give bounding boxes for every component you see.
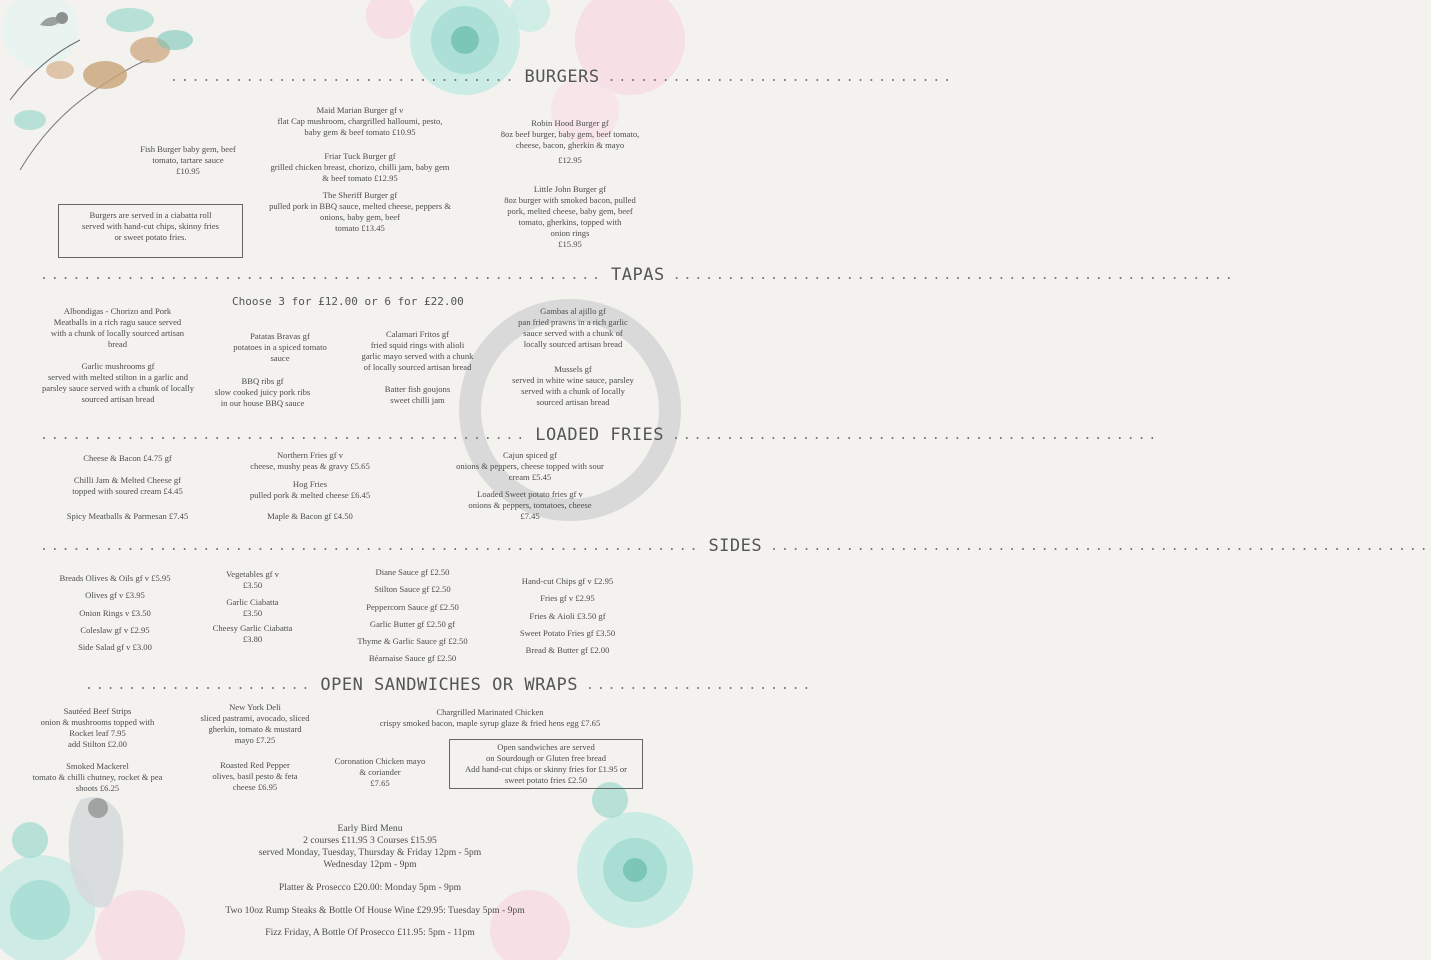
menu-item-chilli-jam: Chilli Jam & Melted Cheese gf topped with soured cream £4.45: [72, 475, 183, 496]
platter-prosecco-offer: Platter & Prosecco £20.00: Monday 5pm - 9pm: [278, 882, 462, 893]
floral-bottom-left-decoration: [0, 780, 220, 960]
section-title-open-sandwiches: ..................... OPEN SANDWICHES OR WRAPS .....................: [85, 675, 814, 695]
menu-item-cheese-bacon: Cheese & Bacon £4.75 gf: [83, 453, 172, 463]
sides-list-breads-salads: Breads Olives & Oils gf v £5.95 Olives gf v £3.95 Onion Rings v £3.50 Coleslaw gf v £2.95 Side Salad gf v £3.00: [59, 573, 171, 653]
section-title-burgers: ................................ BURGERS ................................: [170, 67, 955, 87]
sides-list-sauces: Diane Sauce gf £2.50 Stilton Sauce gf £2.50 Peppercorn Sauce gf £2.50 Garlic Butter gf £2.50 gf Thyme & Garlic Sauce gf £2.50 Béarnaise Sauce gf £2.50: [357, 567, 468, 664]
menu-item-loaded-sweet-potato: Loaded Sweet potato fries gf v onions & peppers, tomatoes, cheese £7.45: [468, 489, 592, 521]
menu-item-smoked-mackerel: Smoked Mackerel tomato & chilli chutney, rocket & pea shoots £6.25: [32, 761, 163, 793]
menu-item-friar-tuck: Friar Tuck Burger gf grilled chicken breast, chorizo, chilli jam, baby gem & beef tomato £12.95: [270, 151, 450, 183]
section-title-tapas: .................................................... TAPAS ....................................................: [40, 265, 1236, 285]
section-title-sides: ............................................................. SIDES .............................................................: [40, 536, 1431, 556]
sandwiches-note-box: Open sandwiches are served on Sourdough or Gluten free bread Add hand-cut chips or skinny fries for £1.95 or sweet potato fries £2.50: [449, 739, 643, 789]
early-bird-menu: Early Bird Menu 2 courses £11.95 3 Courses £15.95 served Monday, Tuesday, Thursday & Friday 12pm - 5pm Wednesday 12pm - 9pm: [200, 823, 540, 871]
menu-item-mussels: Mussels gf served in white wine sauce, parsley served with a chunk of locally sourced artisan bread: [512, 364, 634, 407]
fizz-friday-offer: Fizz Friday, A Bottle Of Prosecco £11.95: 5pm - 11pm: [265, 927, 475, 938]
sides-list-chips-fries: Hand-cut Chips gf v £2.95 Fries gf v £2.95 Fries & Aioli £3.50 gf Sweet Potato Fries gf £3.50 Bread & Butter gf £2.00: [519, 576, 616, 656]
sides-title: SIDES: [708, 536, 763, 556]
loaded-fries-title: LOADED FRIES: [535, 425, 665, 445]
menu-item-coronation-chicken: Coronation Chicken mayo & coriander £7.65: [334, 756, 426, 788]
menu-item-gambas: Gambas al ajillo gf pan fried prawns in a rich garlic sauce served with a chunk of locally sourced artisan bread: [518, 306, 628, 349]
menu-item-little-john: Little John Burger gf 8oz burger with smoked bacon, pulled pork, melted cheese, baby gem, beef tomato, gherkins, topped with onion rings £15.95: [504, 184, 636, 249]
tapas-title: TAPAS: [611, 265, 665, 285]
menu-item-sheriff: The Sheriff Burger gf pulled pork in BBQ sauce, melted cheese, peppers & onions, baby gem, beef tomato £13.45: [269, 190, 451, 233]
burgers-note-box: Burgers are served in a ciabatta roll served with hand-cut chips, skinny fries or sweet potato fries.: [58, 204, 243, 258]
menu-item-batter-fish: Batter fish goujons sweet chilli jam: [384, 384, 451, 405]
rump-steaks-offer: Two 10oz Rump Steaks & Bottle Of House Wine £29.95: Tuesday 5pm - 9pm: [225, 905, 525, 916]
menu-item-cheesy-garlic-ciabatta: Cheesy Garlic Ciabatta £3.80: [212, 623, 293, 644]
menu-item-garlic-ciabatta: Garlic Ciabatta £3.50: [226, 597, 279, 618]
menu-item-garlic-mushrooms: Garlic mushrooms gf served with melted stilton in a garlic and parsley sauce served with a chunk of locally sourced artisan bread: [41, 361, 194, 404]
menu-item-bbq-ribs: BBQ ribs gf slow cooked juicy pork ribs in our house BBQ sauce: [214, 376, 311, 408]
menu-item-robin-hood: Robin Hood Burger gf 8oz beef burger, baby gem, beef tomato, cheese, bacon, gherkin & mayo £12.95: [500, 118, 640, 165]
menu-item-cajun: Cajun spiced gf onions & peppers, cheese topped with sour cream £5.45: [456, 450, 604, 482]
menu-item-patatas-bravas: Patatas Bravas gf potatoes in a spiced tomato sauce: [233, 331, 327, 363]
menu-item-maid-marian: Maid Marian Burger gf v flat Cap mushroom, chargrilled halloumi, pesto, baby gem & beef tomato £10.95: [277, 105, 443, 137]
menu-item-maple-bacon: Maple & Bacon gf £4.50: [267, 511, 353, 521]
tapas-choose-offer: Choose 3 for £12.00 or 6 for £22.00: [232, 295, 464, 308]
menu-item-fish-burger: Fish Burger baby gem, beef tomato, tartare sauce £10.95: [140, 144, 236, 176]
early-bird-title: Early Bird Menu: [337, 823, 403, 834]
section-title-loaded-fries: ............................................. LOADED FRIES .............................................: [40, 425, 1160, 445]
menu-item-northern-fries: Northern Fries gf v cheese, mushy peas & gravy £5.65: [250, 450, 370, 471]
menu-item-roasted-red-pepper: Roasted Red Pepper olives, basil pesto & feta cheese £6.95: [212, 760, 298, 792]
menu-item-vegetables: Vegetables gf v £3.50: [226, 569, 279, 590]
menu-item-spicy-meatballs: Spicy Meatballs & Parmesan £7.45: [66, 511, 189, 521]
menu-item-chargrilled-chicken: Chargrilled Marinated Chicken crispy smoked bacon, maple syrup glaze & fried hens egg £7.65: [379, 707, 601, 728]
menu-item-albondigas: Albondigas - Chorizo and Pork Meatballs in a rich ragu sauce served with a chunk of locally sourced artisan bread: [50, 306, 185, 349]
menu-item-new-york-deli: New York Deli sliced pastrami, avocado, sliced gherkin, tomato & mustard mayo £7.25: [200, 702, 310, 745]
menu-item-sauteed-beef-strips: Sautéed Beef Strips onion & mushrooms topped with Rocket leaf 7.95 add Stilton £2.00: [40, 706, 155, 749]
sandwiches-title: OPEN SANDWICHES OR WRAPS: [320, 675, 579, 695]
burgers-title: BURGERS: [524, 67, 600, 87]
menu-item-calamari: Calamari Fritos gf fried squid rings with alioli garlic mayo served with a chunk of locally sourced artisan bread: [361, 329, 474, 372]
menu-item-hog-fries: Hog Fries pulled pork & melted cheese £6.45: [249, 479, 371, 500]
